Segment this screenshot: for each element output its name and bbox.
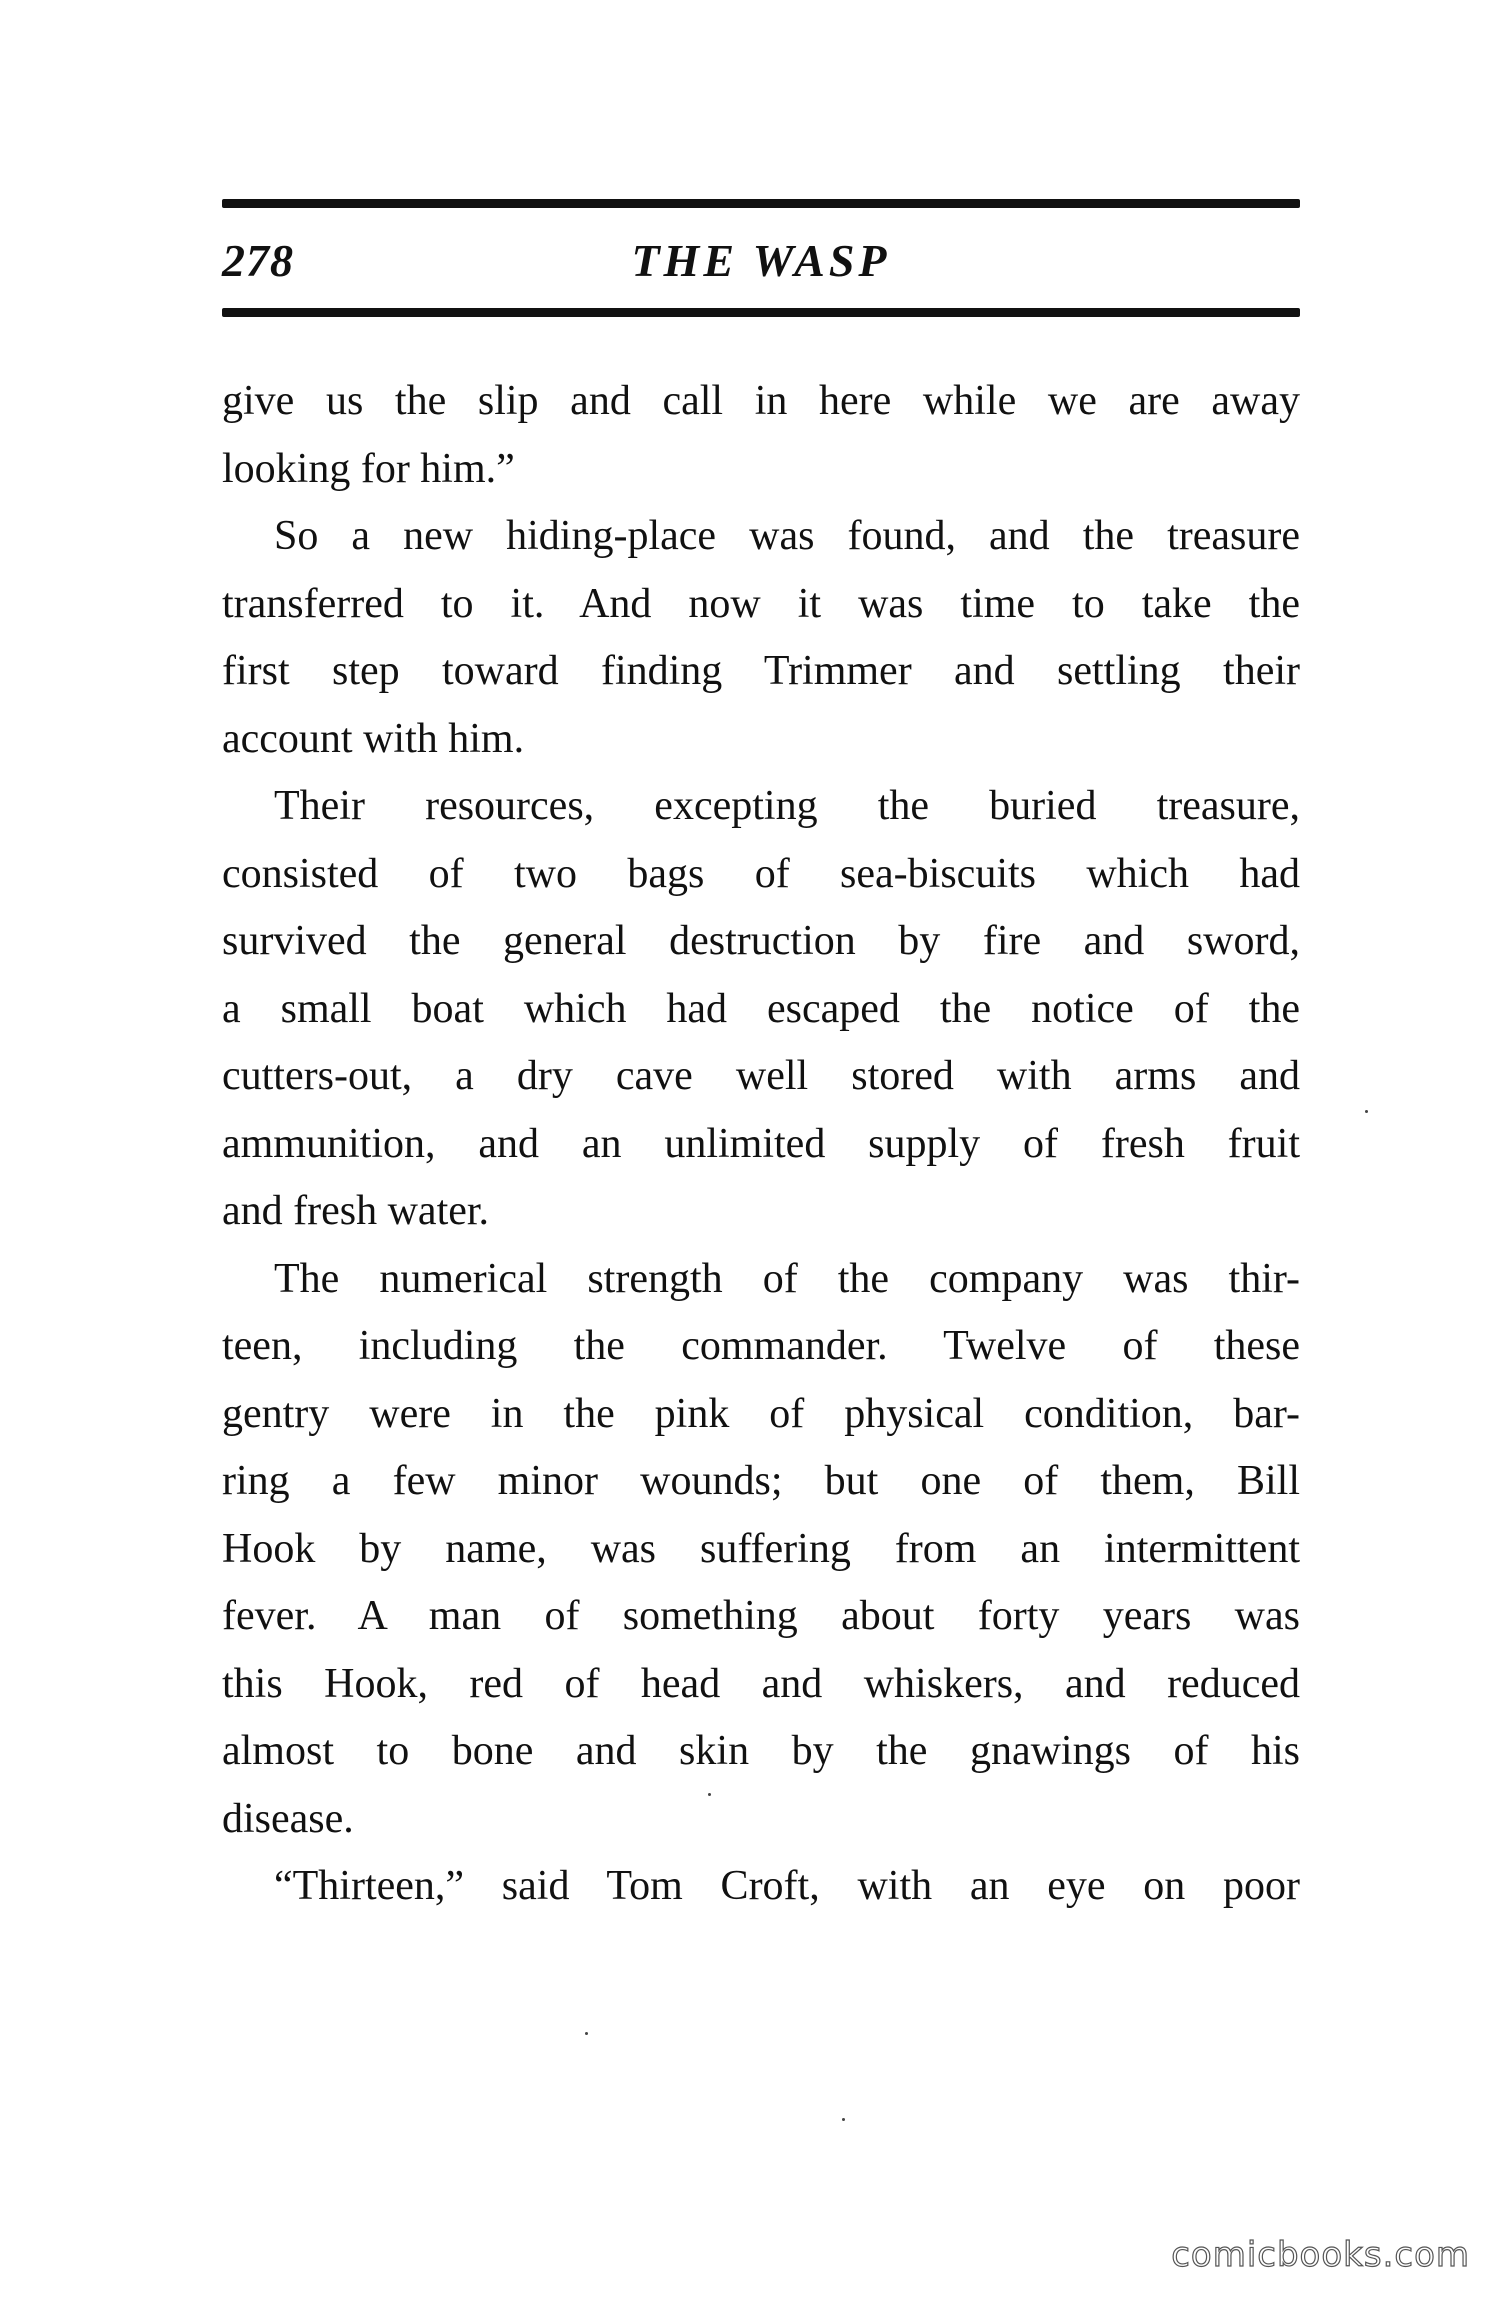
text-line: Hook by name, was suffering from an intermittent: [222, 1525, 1300, 1572]
body-text: [222, 368, 1300, 1921]
text-line: ring a few minor wounds; but one of them, Bill: [222, 1458, 1300, 1504]
text-line: give us the slip and call in here while we are away: [222, 378, 1300, 424]
text-line: first step toward finding Trimmer and settling their: [222, 648, 1300, 694]
text-line: fever. A man of something about forty years was: [222, 1593, 1300, 1639]
text-line: transferred to it. And now it was time to take the: [222, 580, 1300, 627]
text-line: account with him.: [222, 715, 525, 762]
page-header: [222, 222, 1300, 302]
text-line: looking for him.”: [222, 445, 515, 492]
text-line: this Hook, red of head and whiskers, and reduced: [222, 1660, 1300, 1707]
text-line: and fresh water.: [222, 1188, 490, 1234]
text-line: disease.: [222, 1795, 354, 1842]
page-number: 278: [222, 235, 294, 286]
print-speck: [842, 2118, 845, 2121]
print-speck: [1365, 1110, 1368, 1113]
text-line: ammunition, and an unlimited supply of fresh fruit: [222, 1120, 1300, 1167]
text-line: teen, including the commander. Twelve of these: [222, 1323, 1300, 1369]
text-line: So a new hiding-place was found, and the treasure: [274, 513, 1300, 559]
text-line: The numerical strength of the company was thir-: [274, 1255, 1300, 1302]
print-speck: [708, 1793, 711, 1796]
header-top-rule: [222, 199, 1300, 208]
text-line: “Thirteen,” said Tom Croft, with an eye on poor: [274, 1863, 1300, 1909]
text-line: consisted of two bags of sea-biscuits which had: [222, 850, 1300, 897]
print-speck: [585, 2032, 588, 2035]
text-line: survived the general destruction by fire and sword,: [222, 918, 1300, 964]
text-line: a small boat which had escaped the notice of the: [222, 985, 1300, 1032]
watermark: comicbooks.com: [1171, 2235, 1470, 2275]
text-line: Their resources, excepting the buried treasure,: [274, 783, 1300, 829]
text-line: cutters-out, a dry cave well stored with arms and: [222, 1053, 1300, 1099]
text-line: gentry were in the pink of physical condition, bar-: [222, 1390, 1300, 1437]
text-line: almost to bone and skin by the gnawings of his: [222, 1728, 1300, 1774]
running-title: THE WASP: [631, 235, 891, 286]
header-bottom-rule: [222, 308, 1300, 317]
